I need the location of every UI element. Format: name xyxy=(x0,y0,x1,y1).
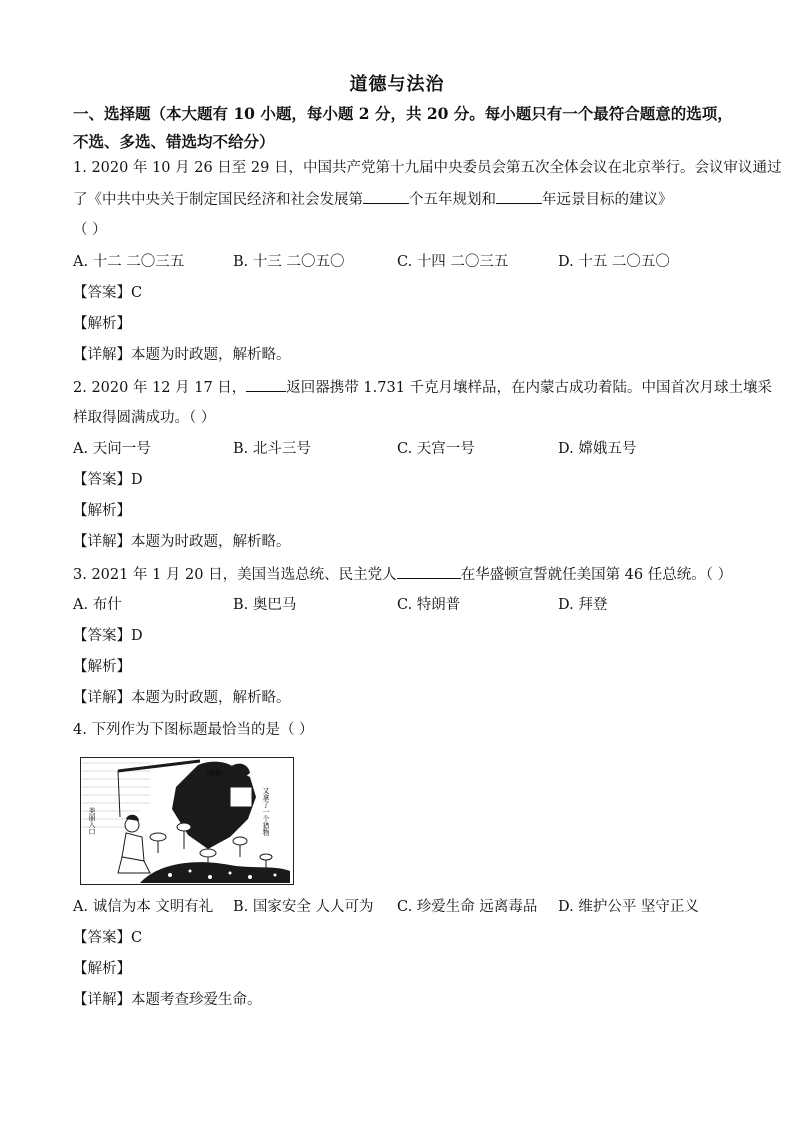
answer-label: 【答案】 xyxy=(73,930,131,946)
q1-answer xyxy=(73,283,142,303)
q1-option-a: A. 十二 二〇三五 xyxy=(73,254,185,270)
answer-value: D xyxy=(131,628,143,644)
q2-answer xyxy=(73,470,143,490)
q4-stem: 4. 下列作为下图标题最恰当的是（ ） xyxy=(73,722,314,738)
q4-option-c: C. 珍爱生命 远离毒品 xyxy=(397,899,538,915)
q3-blank xyxy=(397,564,461,579)
q2-blank xyxy=(246,377,286,392)
q2-option-b: B. 北斗三号 xyxy=(233,441,311,457)
q4-answer xyxy=(73,928,142,948)
q3-option-d: D. 拜登 xyxy=(558,597,608,613)
q1-blank-1 xyxy=(363,189,409,204)
section-heading: 一、选择题（本大题有 10 小题，每小题 2 分，共 20 分。每小题只有一个最符合题意的选项， xyxy=(73,104,733,123)
detail-label: 【详解】 xyxy=(73,534,131,550)
q2-stem-line1 xyxy=(73,377,772,398)
q2-option-c: C. 天宫一号 xyxy=(397,441,475,457)
q1-stem-part-c: 年远景目标的建议》 xyxy=(542,192,673,208)
q2-stem-part-b: 返回器携带 1.731 千克月壤样品，在内蒙古成功着陆。中国首次月球土壤采 xyxy=(286,380,773,396)
q1-stem-part-a: 了《中共中央关于制定国民经济和社会发展第 xyxy=(73,192,363,208)
q3-stem-part-b: 在华盛顿宣誓就任美国第 46 任总统。（ ） xyxy=(460,567,733,583)
q2-stem-part-a: 2. 2020 年 12 月 17 日， xyxy=(73,380,247,396)
q3-stem-part-a: 3. 2021 年 1 月 20 日，美国当选总统、民主党人 xyxy=(73,567,397,583)
q4-detail xyxy=(73,990,262,1010)
q1-detail xyxy=(73,345,291,365)
answer-value: C xyxy=(131,930,143,946)
q2-detail xyxy=(73,532,291,552)
q1-stem-part-b: 个五年规划和 xyxy=(409,192,496,208)
q2-analysis-label: 【解析】 xyxy=(73,503,131,519)
detail-label: 【详解】 xyxy=(73,347,131,363)
q4-option-b: B. 国家安全 人人可为 xyxy=(233,899,374,915)
q3-option-a: A. 布什 xyxy=(73,597,122,613)
q2-option-d: D. 嫦娥五号 xyxy=(558,441,637,457)
detail-label: 【详解】 xyxy=(73,690,131,706)
q3-option-b: B. 奥巴马 xyxy=(233,597,297,613)
answer-label: 【答案】 xyxy=(73,472,131,488)
page-title: 道德与法治 xyxy=(349,74,445,95)
q1-stem-line2 xyxy=(73,189,673,210)
answer-value: D xyxy=(131,472,143,488)
q4-option-a: A. 诚信为本 文明有礼 xyxy=(73,899,214,915)
figure-text-sign: 美丽入口 xyxy=(88,807,96,835)
q2-option-a: A. 天问一号 xyxy=(73,441,151,457)
q1-option-d: D. 十五 二〇五〇 xyxy=(558,254,670,270)
section-heading-cont: 不选、多选、错选均不给分） xyxy=(73,132,275,151)
cartoon-figure xyxy=(80,757,294,885)
q1-analysis-label: 【解析】 xyxy=(73,316,131,332)
q3-detail xyxy=(73,688,291,708)
q3-option-c: C. 特朗普 xyxy=(397,597,461,613)
q3-answer xyxy=(73,626,143,646)
detail-text: 本题为时政题，解析略。 xyxy=(131,347,291,363)
q3-analysis-label: 【解析】 xyxy=(73,659,131,675)
detail-text: 本题为时政题，解析略。 xyxy=(131,534,291,550)
q1-option-b: B. 十三 二〇五〇 xyxy=(233,254,345,270)
figure-text-speech: 又拿了一个猎物 xyxy=(262,787,270,836)
q1-blank-2 xyxy=(496,189,542,204)
q4-option-d: D. 维护公平 坚守正义 xyxy=(558,899,699,915)
detail-label: 【详解】 xyxy=(73,992,131,1008)
q1-option-c: C. 十四 二〇三五 xyxy=(397,254,509,270)
detail-text: 本题考查珍爱生命。 xyxy=(131,992,262,1008)
q1-stem-line1: 1. 2020 年 10 月 26 日至 29 日，中国共产党第十九届中央委员会第五次全体会议在北京举行。会议审议通过 xyxy=(73,160,782,176)
figure-text-haha: 哈哈 xyxy=(207,769,221,777)
answer-label: 【答案】 xyxy=(73,628,131,644)
q4-analysis-label: 【解析】 xyxy=(73,961,131,977)
detail-text: 本题为时政题，解析略。 xyxy=(131,690,291,706)
q1-bracket: （ ） xyxy=(73,222,107,238)
answer-label: 【答案】 xyxy=(73,285,131,301)
answer-value: C xyxy=(131,285,143,301)
q3-stem-line1 xyxy=(73,564,732,585)
q2-stem-line2: 样取得圆满成功。（ ） xyxy=(73,410,216,426)
